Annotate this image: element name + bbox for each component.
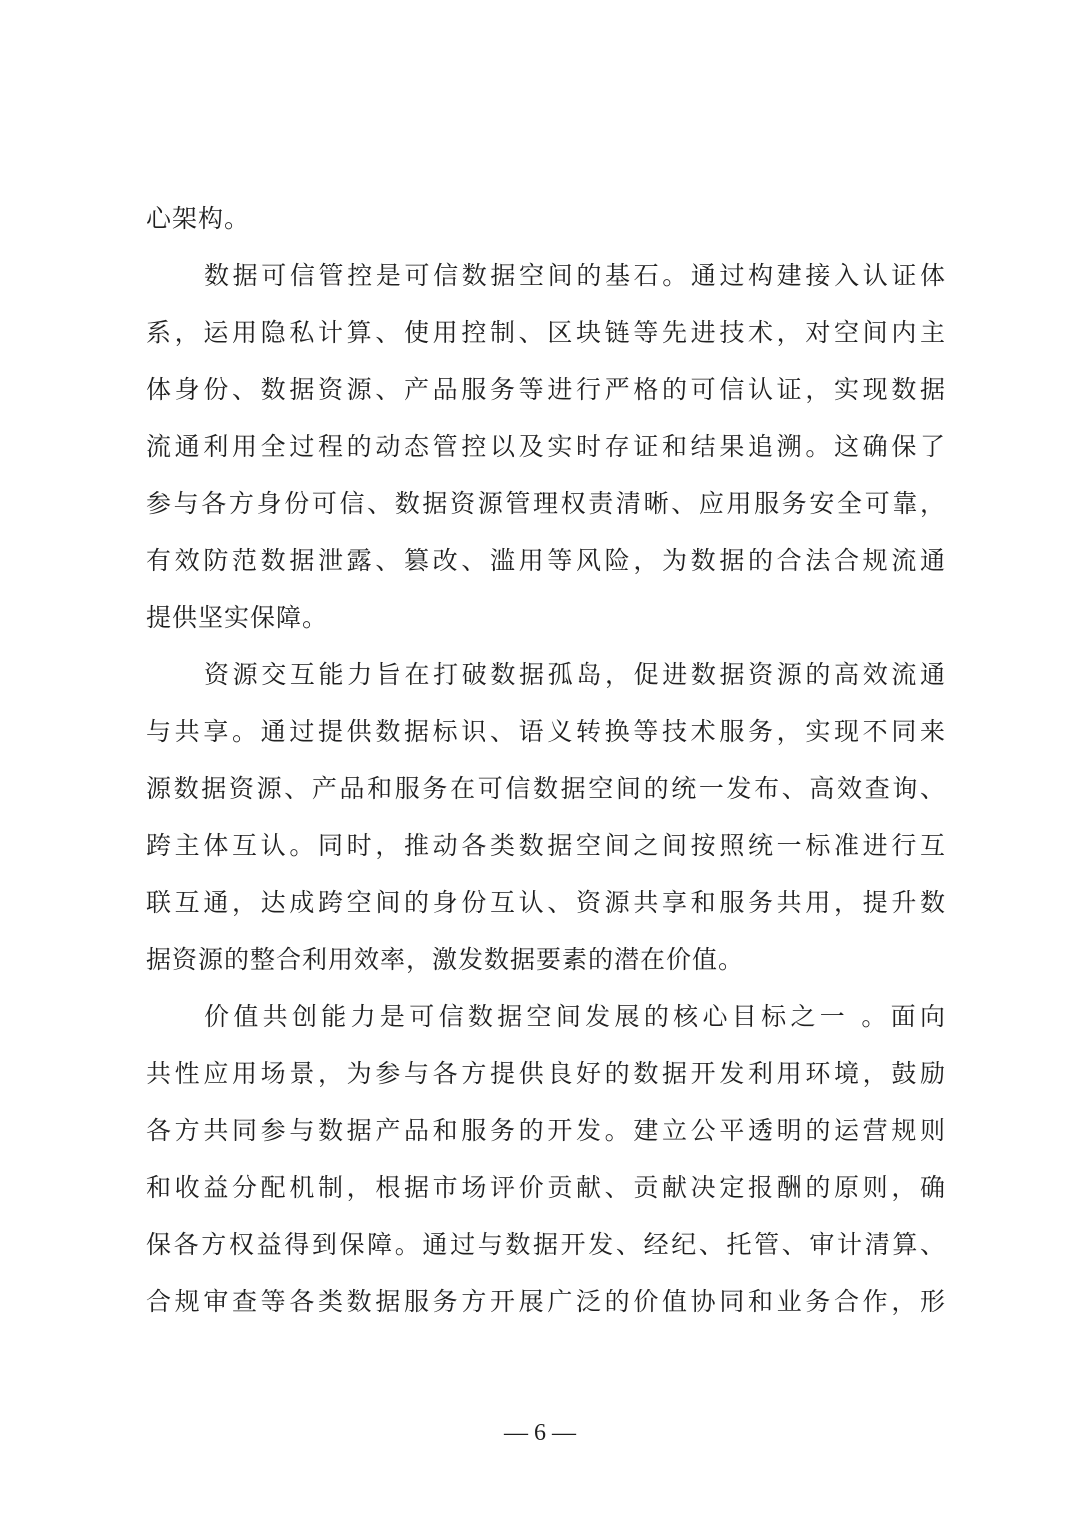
text-line: 源数据资源、产品和服务在可信数据空间的统一发布、高效查询、 [146, 774, 946, 803]
text-line: 和收益分配机制，根据市场评价贡献、贡献决定报酬的原则，确 [146, 1173, 946, 1202]
page-number: — 6 — [504, 1420, 576, 1446]
text-line: 参与各方身份可信、数据资源管理权责清晰、应用服务安全可靠， [146, 489, 946, 518]
text-line: 体身份、数据资源、产品服务等进行严格的可信认证，实现数据 [146, 375, 946, 404]
text-line: 各方共同参与数据产品和服务的开发。建立公平透明的运营规则 [146, 1116, 946, 1145]
text-line: 价值共创能力是可信数据空间发展的核心目标之一 。面向 [204, 1002, 946, 1031]
text-line: 据资源的整合利用效率，激发数据要素的潜在价值。 [146, 945, 745, 974]
text-line: 资源交互能力旨在打破数据孤岛，促进数据资源的高效流通 [204, 660, 946, 689]
text-line: 流通利用全过程的动态管控以及实时存证和结果追溯。这确保了 [146, 432, 946, 461]
text-line: 合规审查等各类数据服务方开展广泛的价值协同和业务合作，形 [146, 1287, 946, 1316]
text-line: 保各方权益得到保障。通过与数据开发、经纪、托管、审计清算、 [146, 1230, 946, 1259]
text-line: 数据可信管控是可信数据空间的基石。通过构建接入认证体 [204, 261, 946, 290]
text-line: 系，运用隐私计算、使用控制、区块链等先进技术，对空间内主 [146, 318, 946, 347]
text-line: 提供坚实保障。 [146, 603, 329, 632]
text-line: 心架构。 [146, 204, 251, 233]
text-line: 联互通，达成跨空间的身份互认、资源共享和服务共用，提升数 [146, 888, 946, 917]
text-line: 与共享。通过提供数据标识、语义转换等技术服务，实现不同来 [146, 717, 946, 746]
document-body [146, 190, 946, 1330]
text-line: 跨主体互认。同时，推动各类数据空间之间按照统一标准进行互 [146, 831, 946, 860]
text-line: 有效防范数据泄露、篡改、滥用等风险，为数据的合法合规流通 [146, 546, 946, 575]
text-line: 共性应用场景，为参与各方提供良好的数据开发利用环境，鼓励 [146, 1059, 946, 1088]
